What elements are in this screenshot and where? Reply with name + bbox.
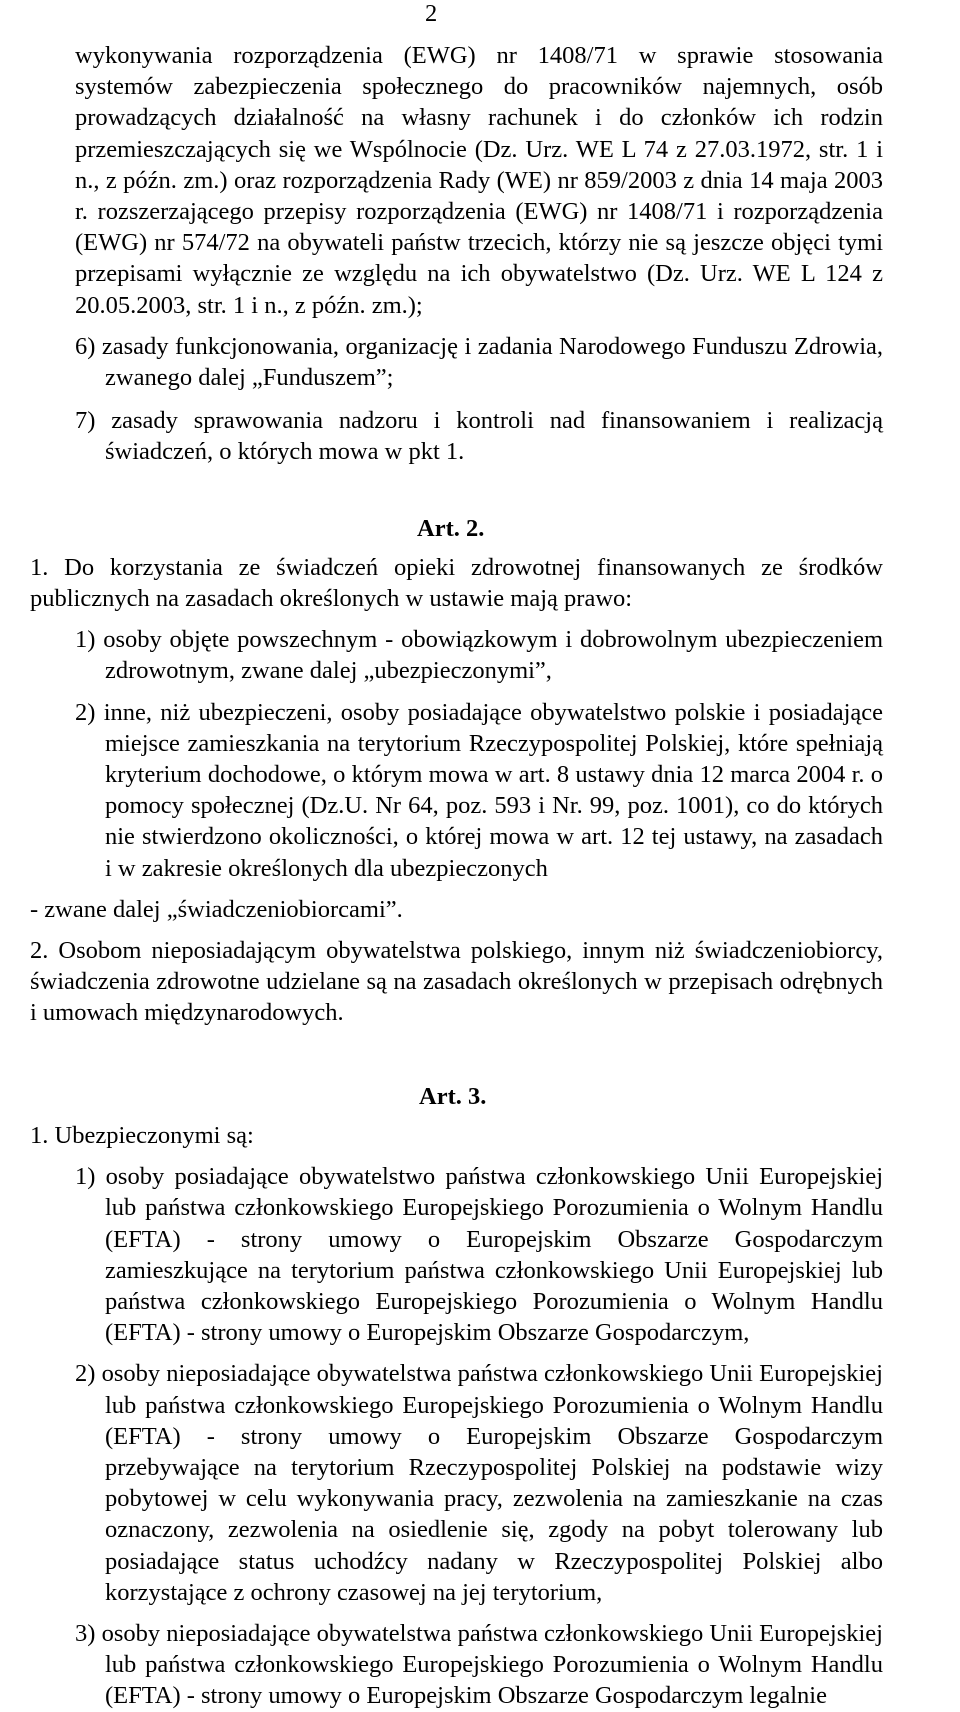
paragraph-continuation: wykonywania rozporządzenia (EWG) nr 1408/71 w sprawie stosowania systemów zabezpieczenia społecznego do pracowników najemnych, osób prowadzących działalność na własny rachunek i do członków ich rodzin przemieszczających się we Wspólnocie (Dz. Urz. WE L 74 z 27.03.1972, str. 1 i n., z późn. zm.) oraz rozporządzenia Rady (WE) nr 859/2003 z dnia 14 maja 2003 r. rozszerzającego przepisy rozporządzenia (EWG) nr 1408/71 i rozporządzenia (EWG) nr 574/72 na obywateli państw trzecich, którzy nie są jeszcze objęci tymi przepisami wyłącznie ze względu na ich obywatelstwo (Dz. Urz. WE L 124 z 20.05.2003, str. 1 i n., z późn. zm.); [75, 42, 883, 319]
article-3-heading: Art. 3. [419, 1082, 487, 1110]
article-3-item-3: 3) osoby nieposiadające obywatelstwa państwa członkowskiego Unii Europejskiej lub państwa członkowskiego Europejskiego Porozumienia o Wolnym Handlu (EFTA) - strony umowy o Europejskim Obszarze Gospodarczym legalnie [75, 1619, 883, 1710]
article-2-item-1: 1) osoby objęte powszechnym - obowiązkowym i dobrowolnym ubezpieczeniem zdrowotnym, zwane dalej „ubezpieczonymi”, [75, 626, 883, 685]
list-item-7: 7) zasady sprawowania nadzoru i kontroli nad finansowaniem i realizacją świadczeń, o których mowa w pkt 1. [75, 407, 883, 466]
article-3-para-1: 1. Ubezpieczonymi są: [30, 1121, 254, 1149]
article-2-heading: Art. 2. [417, 514, 485, 542]
document-body [30, 40, 883, 1712]
article-3-item-2: 2) osoby nieposiadające obywatelstwa państwa członkowskiego Unii Europejskiej lub państwa członkowskiego Europejskiego Porozumienia o Wolnym Handlu (EFTA) - strony umowy o Europejskim Obszarze Gospodarczym przebywające na terytorium Rzeczypospolitej Polskiej na podstawie wizy pobytowej w celu wykonywania pracy, zezwolenia na zamieszkanie na czas oznaczony, zezwolenia na osiedlenie się, zgody na pobyt tolerowany lub posiadające status uchodźcy nadany w Rzeczypospolitej Polskiej albo korzystające z ochrony czasowej na jej terytorium, [75, 1360, 883, 1606]
article-2-item-2: 2) inne, niż ubezpieczeni, osoby posiadające obywatelstwo polskie i posiadające miejsce zamieszkania na terytorium Rzeczypospolitej Polskiej, które spełniają kryterium dochodowe, o którym mowa w art. 8 ustawy dnia 12 marca 2004 r. o pomocy społecznej (Dz.U. Nr 64, poz. 593 i Nr. 99, poz. 1001), co do których nie stwierdzono okoliczności, o której mowa w art. 12 tej ustawy, na zasadach i w zakresie określonych dla ubezpieczonych [75, 698, 883, 882]
article-3-item-1: 1) osoby posiadające obywatelstwo państwa członkowskiego Unii Europejskiej lub państwa członkowskiego Europejskiego Porozumienia o Wolnym Handlu (EFTA) - strony umowy o Europejskim Obszarze Gospodarczym zamieszkujące na terytorium państwa członkowskiego Unii Europejskiej lub państwa członkowskiego Europejskiego Porozumienia o Wolnym Handlu (EFTA) - strony umowy o Europejskim Obszarze Gospodarczym, [75, 1163, 883, 1347]
article-2-para-2: 2. Osobom nieposiadającym obywatelstwa polskiego, innym niż świadczeniobiorcy, świadczenia zdrowotne udzielane są na zasadach określonych w przepisach odrębnych i umowach międzynarodowych. [30, 937, 883, 1027]
article-2-tail: - zwane dalej „świadczeniobiorcami”. [30, 895, 403, 923]
page-number: 2 [425, 0, 438, 27]
article-2-para-1: 1. Do korzystania ze świadczeń opieki zdrowotnej finansowanych ze środków publicznych na zasadach określonych w ustawie mają prawo: [30, 553, 883, 613]
list-item-6: 6) zasady funkcjonowania, organizację i zadania Narodowego Funduszu Zdrowia, zwanego dalej „Funduszem”; [75, 332, 883, 392]
